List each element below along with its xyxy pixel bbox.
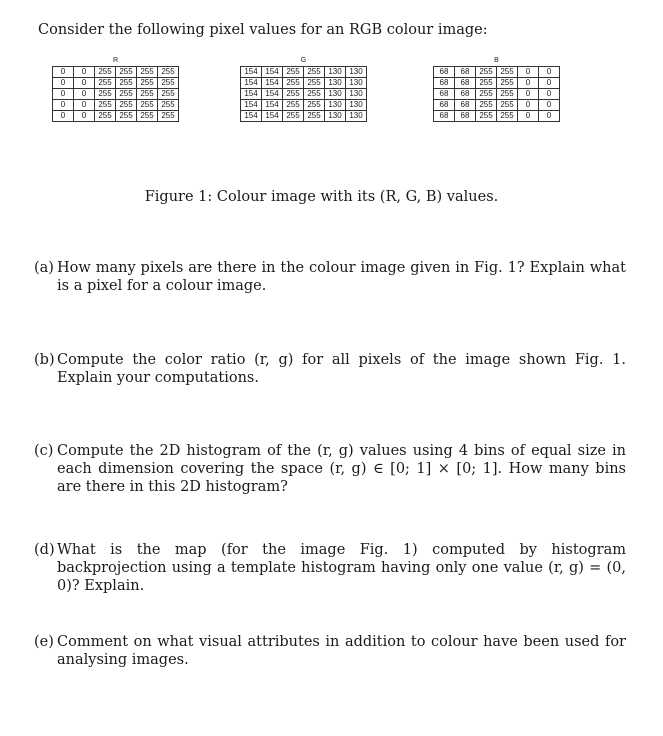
matrix-cell: 255: [116, 111, 137, 122]
matrix-cell: 130: [346, 67, 367, 78]
matrix-cell: 154: [262, 89, 283, 100]
matrix-cell: 255: [95, 100, 116, 111]
matrix-cell: 0: [518, 67, 539, 78]
matrix-r-label: R: [112, 57, 119, 64]
question-c-label: (c): [34, 443, 54, 459]
matrix-cell: 255: [116, 67, 137, 78]
matrix-b: [433, 56, 560, 122]
matrix-r-table: [52, 66, 179, 122]
matrix-cell: 255: [137, 78, 158, 89]
matrix-row: [434, 89, 560, 100]
matrix-cell: 68: [434, 67, 455, 78]
matrix-row: [241, 89, 367, 100]
matrix-row: [434, 78, 560, 89]
matrix-cell: 255: [497, 111, 518, 122]
matrix-row: [434, 111, 560, 122]
question-d: [34, 541, 626, 595]
matrix-cell: 255: [95, 67, 116, 78]
matrix-cell: 68: [455, 78, 476, 89]
matrix-cell: 68: [455, 111, 476, 122]
figure-caption: Figure 1: Colour image with its (R, G, B) values.: [144, 189, 499, 205]
matrix-cell: 255: [158, 78, 179, 89]
matrix-cell: 255: [116, 100, 137, 111]
matrix-cell: 255: [158, 100, 179, 111]
question-d-label: (d): [34, 542, 55, 558]
question-a-label: (a): [34, 260, 54, 276]
matrix-row: [53, 78, 179, 89]
matrix-cell: 255: [476, 78, 497, 89]
matrix-row: [241, 111, 367, 122]
matrix-cell: 255: [304, 78, 325, 89]
matrix-cell: 154: [262, 78, 283, 89]
matrix-cell: 0: [74, 78, 95, 89]
matrix-cell: 255: [476, 67, 497, 78]
matrix-cell: 68: [434, 100, 455, 111]
matrix-g-table: [240, 66, 367, 122]
rgb-matrices: [0, 56, 663, 136]
matrix-cell: 0: [518, 100, 539, 111]
matrix-cell: 68: [455, 100, 476, 111]
matrix-cell: 255: [137, 111, 158, 122]
matrix-cell: 0: [74, 100, 95, 111]
matrix-cell: 255: [497, 89, 518, 100]
matrix-cell: 130: [346, 89, 367, 100]
matrix-cell: 0: [53, 67, 74, 78]
matrix-cell: 255: [283, 111, 304, 122]
matrix-cell: 0: [53, 89, 74, 100]
matrix-cell: 255: [95, 78, 116, 89]
matrix-cell: 255: [283, 89, 304, 100]
matrix-cell: 255: [476, 111, 497, 122]
matrix-cell: 255: [304, 89, 325, 100]
matrix-cell: 154: [241, 89, 262, 100]
matrix-cell: 68: [434, 78, 455, 89]
matrix-cell: 255: [283, 100, 304, 111]
matrix-cell: 255: [158, 67, 179, 78]
matrix-g-label: G: [300, 57, 307, 64]
matrix-cell: 255: [497, 67, 518, 78]
question-e-text: Comment on what visual attributes in addition to colour have been used for analysing images.: [57, 634, 626, 668]
matrix-b-label: B: [494, 57, 499, 64]
question-a-text: How many pixels are there in the colour image given in Fig. 1? Explain what is a pixel for a colour image.: [57, 260, 626, 294]
matrix-cell: 255: [158, 111, 179, 122]
matrix-cell: 0: [74, 111, 95, 122]
matrix-cell: 255: [137, 67, 158, 78]
intro-text: Consider the following pixel values for an RGB colour image:: [38, 22, 488, 38]
matrix-row: [53, 100, 179, 111]
matrix-g: [240, 56, 367, 122]
matrix-cell: 68: [434, 89, 455, 100]
matrix-cell: 154: [241, 78, 262, 89]
matrix-cell: 0: [539, 67, 560, 78]
matrix-cell: 154: [241, 100, 262, 111]
question-b: [34, 351, 626, 387]
matrix-cell: 255: [304, 111, 325, 122]
matrix-cell: 255: [476, 89, 497, 100]
matrix-cell: 0: [53, 78, 74, 89]
matrix-cell: 255: [95, 89, 116, 100]
matrix-cell: 68: [455, 89, 476, 100]
matrix-cell: 130: [346, 78, 367, 89]
matrix-row: [434, 67, 560, 78]
matrix-row: [434, 100, 560, 111]
matrix-cell: 0: [53, 111, 74, 122]
question-b-text: Compute the color ratio (r, g) for all pixels of the image shown Fig. 1. Explain your computations.: [57, 352, 626, 386]
matrix-cell: 154: [262, 67, 283, 78]
matrix-cell: 0: [518, 111, 539, 122]
question-d-text: What is the map (for the image Fig. 1) computed by histogram backprojection using a template histogram having only one value (r, g) = (0, 0)? Explain.: [57, 542, 626, 594]
matrix-cell: 255: [497, 100, 518, 111]
matrix-row: [53, 111, 179, 122]
matrix-cell: 0: [53, 100, 74, 111]
question-e-label: (e): [34, 634, 54, 650]
matrix-cell: 0: [74, 89, 95, 100]
matrix-cell: 0: [539, 78, 560, 89]
matrix-cell: 130: [325, 89, 346, 100]
matrix-row: [241, 78, 367, 89]
question-e: [34, 633, 626, 669]
question-b-label: (b): [34, 352, 55, 368]
matrix-row: [53, 89, 179, 100]
matrix-cell: 255: [497, 78, 518, 89]
question-a: [34, 259, 626, 295]
matrix-cell: 255: [95, 111, 116, 122]
matrix-cell: 130: [346, 100, 367, 111]
matrix-cell: 154: [262, 100, 283, 111]
matrix-cell: 0: [518, 89, 539, 100]
matrix-cell: 130: [325, 78, 346, 89]
matrix-r: [52, 56, 179, 122]
matrix-cell: 130: [325, 111, 346, 122]
question-c-text: Compute the 2D histogram of the (r, g) values using 4 bins of equal size in each dimension covering the space (r, g) ∈ [0; 1] × [0; 1]. How many bins are there in this 2D histogram?: [57, 443, 626, 495]
matrix-cell: 255: [116, 89, 137, 100]
matrix-cell: 255: [283, 67, 304, 78]
matrix-cell: 255: [116, 78, 137, 89]
matrix-cell: 130: [346, 111, 367, 122]
matrix-row: [53, 67, 179, 78]
matrix-cell: 255: [137, 89, 158, 100]
matrix-cell: 255: [283, 78, 304, 89]
matrix-cell: 0: [74, 67, 95, 78]
matrix-cell: 154: [241, 67, 262, 78]
matrix-cell: 154: [241, 111, 262, 122]
matrix-cell: 0: [518, 78, 539, 89]
matrix-cell: 130: [325, 67, 346, 78]
question-c: [34, 442, 626, 496]
matrix-cell: 154: [262, 111, 283, 122]
matrix-cell: 255: [137, 100, 158, 111]
matrix-cell: 255: [158, 89, 179, 100]
matrix-cell: 130: [325, 100, 346, 111]
matrix-b-table: [433, 66, 560, 122]
matrix-cell: 0: [539, 111, 560, 122]
matrix-cell: 255: [476, 100, 497, 111]
matrix-cell: 0: [539, 89, 560, 100]
matrix-cell: 0: [539, 100, 560, 111]
matrix-cell: 68: [434, 111, 455, 122]
matrix-row: [241, 100, 367, 111]
matrix-cell: 255: [304, 67, 325, 78]
matrix-cell: 68: [455, 67, 476, 78]
matrix-cell: 255: [304, 100, 325, 111]
matrix-row: [241, 67, 367, 78]
